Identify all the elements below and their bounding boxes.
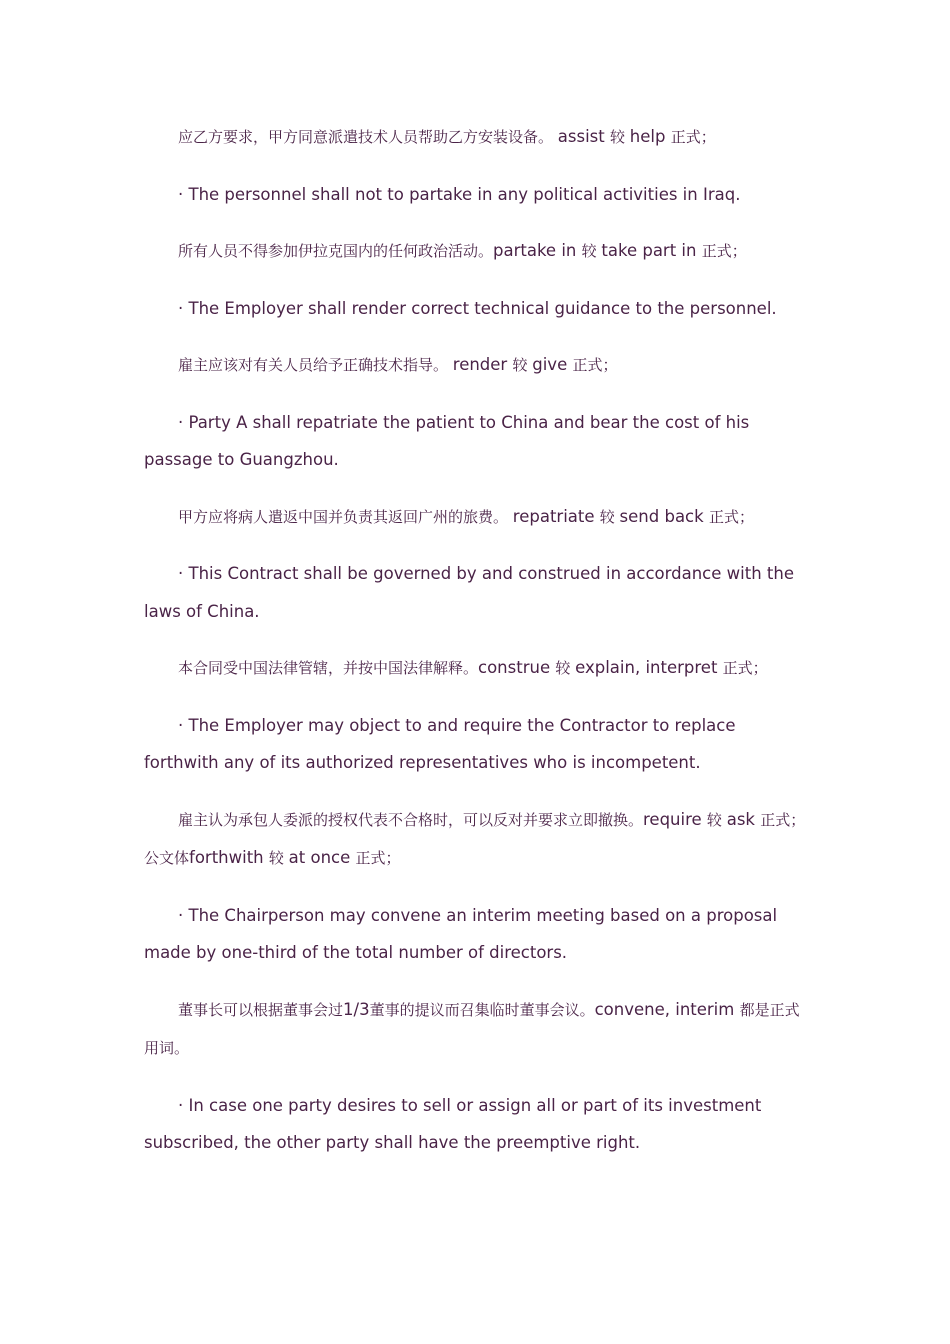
english-text-segment: take part in [601,241,702,260]
english-text-segment: render [452,355,513,374]
english-text-segment: help [629,127,671,146]
document-page [144,118,812,1181]
chinese-text-segment: 正式； [701,242,747,260]
document-paragraph [144,649,812,688]
chinese-text-segment: 较 [512,356,533,374]
english-text-segment: forthwith [189,848,269,867]
english-text-segment: · The Employer shall render correct technical guidance to the personnel. [178,298,777,318]
document-paragraph [144,346,812,385]
english-text-segment: at once [288,848,356,867]
document-paragraph [144,801,812,878]
english-text-segment: convene, interim [594,999,740,1019]
english-text-segment: assist [557,127,610,146]
chinese-text-segment: 正式； [722,659,768,677]
chinese-text-segment: 应乙方要求，甲方同意派遣技术人员帮助乙方安装设备。 [178,128,558,146]
english-text-segment: partake in [493,241,582,260]
document-paragraph [144,897,812,972]
chinese-text-segment: 正式； [572,356,618,374]
english-text-segment: · In case one party desires to sell or assign all or part of its investment subscribed, the other party shall have the preemptive right. [144,1095,762,1152]
document-paragraph [144,404,812,479]
english-text-segment: · This Contract shall be governed by and construed in accordance with the laws of China. [144,564,794,621]
chinese-text-segment: 正式； [670,128,716,146]
document-paragraph [144,707,812,782]
chinese-text-segment: 所有人员不得参加伊拉克国内的任何政治活动。 [178,242,494,260]
english-text-segment: · The Chairperson may convene an interim meeting based on a proposal made by one-third of the total number of directors. [144,905,778,962]
english-text-segment: send back [619,506,709,526]
chinese-text-segment: 较 [599,507,620,526]
english-text-segment: · The Employer may object to and require the Contractor to replace forthwith any of its authorized representatives who is incompetent. [144,715,736,772]
chinese-text-segment: 较 [268,849,289,867]
document-paragraph [144,991,812,1068]
chinese-text-segment: 较 [555,659,576,677]
chinese-text-segment: 雇主认为承包人委派的授权代表不合格时，可以反对并要求立即撤换。 [178,810,644,829]
chinese-text-segment: 较 [581,242,602,260]
chinese-text-segment: 董事长可以根据董事会过 [178,1000,344,1019]
chinese-text-segment: 较 [706,810,727,829]
chinese-text-segment: 甲方应将病人遣返中国并负责其返回广州的旅费。 [178,507,513,526]
english-text-segment: · The personnel shall not to partake in any political activities in Iraq. [178,184,741,204]
english-text-segment: ask [726,809,761,829]
english-text-segment: require [643,809,707,829]
document-paragraph [144,176,812,214]
document-paragraph [144,290,812,328]
chinese-text-segment: 较 [609,128,630,146]
english-text-segment: construe [478,658,556,677]
document-paragraph [144,1087,812,1162]
english-text-segment: explain, interpret [575,658,723,677]
chinese-text-segment: 本合同受中国法律管辖，并按中国法律解释。 [178,659,479,677]
chinese-text-segment: 正式；公文体 [144,810,806,867]
chinese-text-segment: 都是正式用词。 [144,1000,800,1057]
chinese-text-segment: 雇主应该对有关人员给予正确技术指导。 [178,356,453,374]
english-text-segment: · Party A shall repatriate the patient to China and bear the cost of his passage to Guangzhou. [144,412,750,469]
chinese-text-segment: 正式； [708,507,754,526]
chinese-text-segment: 正式； [355,849,401,867]
document-paragraph [144,232,812,271]
english-text-segment: repatriate [512,506,600,526]
english-text-segment: give [532,355,573,374]
document-paragraph [144,118,812,157]
document-paragraph [144,555,812,630]
english-text-segment: 1/3 [343,999,370,1019]
document-paragraph [144,498,812,537]
chinese-text-segment: 董事的提议而召集临时董事会议。 [369,1000,595,1019]
